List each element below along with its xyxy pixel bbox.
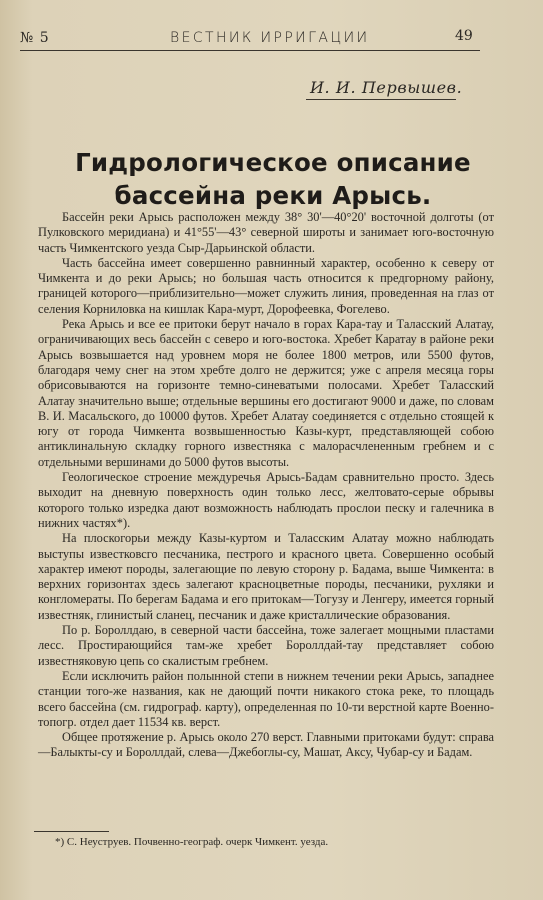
paragraph: Геологическое строение междуречья Арысь-Бадам сравнительно просто. Здесь выходит на дневную поверхность один только лесс, желтовато-серые обрывы которого только изредка дают возможность наблюдать прослои песку и галечника в нижних частях*). xyxy=(38,470,494,530)
journal-title: ВЕСТНИК ИРРИГАЦИИ xyxy=(170,30,370,46)
paragraph: По р. Бороллдаю, в северной части бассейна, тоже залегает мощными пластами лесс. Простирающийся там-же хребет Бороллдай-тау представляет собою известняковую цепь со скалистым гребнем. xyxy=(38,623,494,668)
paragraph: На плоскогорьи между Казы-куртом и Таласским Алатау можно наблюдать выступы известковсго песчаника, пестрого и красного цвета. Совершенно особый характер имеют породы, залегающие по левую сторону р. Бадама, выше Чимкента: в верхних горизонтах здесь залегают красноцветные породы, песчаники, рухляки и конгломераты. По берегам Бадама и его притокам—Тогузу и Ленгеру, имеется горный известняк, глинистый сланец, песчаник и даже кристаллические образования. xyxy=(38,531,494,622)
issue-number: № 5 xyxy=(20,30,50,46)
paragraph: Река Арысь и все ее притоки берут начало в горах Кара-тау и Таласский Алатау, ограничивающих весь бассейн с северо и юго-востока. Хребет Каратау в районе реки Арысь возвышается над уровнем моря не более 1800 метров, или 5500 футов, благодаря чему снег на этом хребте долго не держится; уже с апреля месяца горы обрисовываются на горизонте темно-синеватыми полосами. Хребет Таласский Алатау значительно выше; отдельные вершины его достигают 9000 и даже, по словам В. И. Масальского, до 10000 футов. Хребет Алатау соединяется с отдельно стоящей к югу от города Чимкента возвышенностью Казы-курт, представляющей собою антиклинальную складку горного известняка с малорасчлененным гребнем и с отдельными вершинами до 5000 футов высоты. xyxy=(38,317,494,469)
paragraph: Если исключить район полынной степи в нижнем течении реки Арысь, западнее станции того-же названия, как не дающий почти никакого стока реке, то площадь всего бассейна (см. гидрограф. карту), определенная по 10-ти верстной карте Военно-топогр. отдел дает 11534 кв. верст. xyxy=(38,668,494,729)
footnote-rule xyxy=(34,831,109,832)
footnote: *) С. Неуструев. Почвенно-географ. очерк Чимкент. уезда. xyxy=(55,836,329,848)
article-body xyxy=(38,210,494,761)
paragraph: Часть бассейна имеет совершенно равнинный характер, особенно к северу от Чимкента и до реки Арысь; но большая часть относится к предгорному району, границей которого—приблизительно—может служить линия, проведенная на глаз от селения Корниловка на кишлак Кара-мурт, Дорофеевка, Фогелево. xyxy=(38,255,494,316)
article-title: Гидрологическое описание бассейна реки Арысь. xyxy=(75,148,471,210)
running-header xyxy=(0,0,543,58)
paragraph: Бассейн реки Арысь расположен между 38° 30'—40°20' восточной долготы (от Пулковского меридиана) и 41°55'—43° северной широты и занимает юго-восточную часть Чимкентского уезда Сыр-Дарьинской области. xyxy=(38,210,494,255)
author-underline xyxy=(306,99,456,100)
header-rule xyxy=(20,50,480,51)
paragraph: Общее протяжение р. Арысь около 270 верст. Главными притоками будут: справа—Балыкты-су и Бороллдай, слева—Джебоглы-су, Машат, Аксу, Чубар-су и Бадам. xyxy=(38,730,494,760)
page-number: 49 xyxy=(455,28,473,44)
author-name: И. И. Первышев. xyxy=(310,78,463,97)
